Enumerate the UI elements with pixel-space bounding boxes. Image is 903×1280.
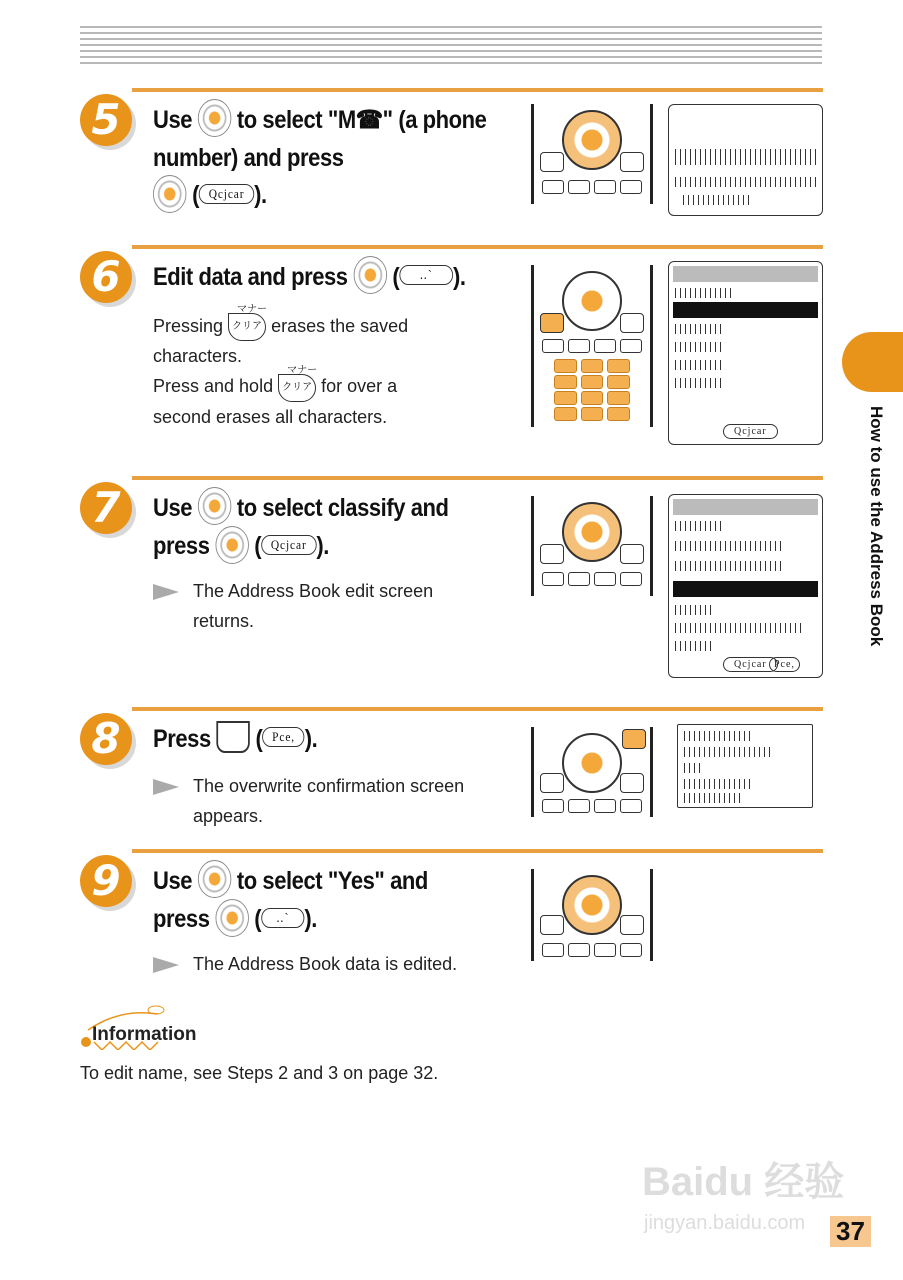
dpad-icon [562,733,622,793]
note-text: for over a [321,376,398,397]
heading-text: Use [153,106,193,134]
function-keys-icon [542,339,642,353]
function-keys-icon [542,180,642,194]
step-5 [80,88,823,238]
right-soft-key-icon [216,721,249,753]
phone-screen [668,104,823,216]
heading-text: ( [255,725,263,753]
information-title: Information [92,1024,197,1045]
up-down-key-icon [198,860,231,898]
sub-key-icon [620,915,644,935]
clear-key-icon [228,304,268,341]
phone-illustration [531,869,653,961]
step-8 [80,707,823,837]
sub-key-icon [620,313,644,333]
heading-text: ). [316,532,329,561]
heading-text: to select " [236,106,338,134]
softkey-dots: ‥` [261,908,304,928]
clear-key-icon [278,364,318,402]
watermark-logo: Baidu 经验 [642,1160,845,1204]
step-heading [153,863,428,940]
function-keys-icon [542,572,642,586]
step-result [153,949,457,979]
heading-text: number) and press [153,144,344,173]
heading-text: ( [392,263,400,291]
page-number: 37 [830,1216,871,1247]
phone-illustration [531,727,653,817]
number-keys-icon [554,359,630,373]
softkey-pce: Pce, [262,727,304,747]
phone-number-icon: M☎ [337,106,383,134]
manner-label: マナー [237,304,268,316]
step-divider [132,476,823,480]
sub-key-icon [620,544,644,564]
result-text: The Address Book edit screen [193,581,434,601]
chapter-label: How to use the Address Book [867,406,886,647]
step-heading [153,259,466,297]
heading-text: ). [452,263,466,291]
phone-illustration [531,265,653,427]
result-text: The overwrite confirmation screen [193,776,465,796]
result-arrow-icon [153,957,179,973]
phone-screen [668,261,823,445]
step-divider [132,849,823,853]
step-7 [80,476,823,701]
step-heading [153,102,486,216]
heading-text: Use [153,494,193,522]
sub-key-icon [620,773,644,793]
dpad-icon [562,271,622,331]
step-9 [80,849,823,989]
heading-text: press [153,532,210,561]
step-heading [153,490,449,567]
step-number: 6 [80,251,132,303]
center-key-icon [353,256,386,294]
chapter-tab [842,332,903,392]
softkey-dots: ‥` [399,265,453,285]
result-text: returns. [193,611,255,631]
heading-text: Press [153,725,211,753]
manner-key-icon [540,544,564,564]
note-text: Pressing [153,316,224,336]
watermark-url: jingyan.baidu.com [644,1212,806,1234]
softkey-pce: Pce, [769,657,800,672]
step-number: 7 [80,482,132,534]
result-arrow-icon [153,584,179,600]
result-arrow-icon [153,779,179,795]
phone-screen [668,494,823,678]
heading-text: to select classify and [236,494,449,522]
step-number: 8 [80,713,132,765]
heading-text: press [153,905,210,934]
note-text: Press and hold [153,376,274,397]
clear-label: クリア [232,321,263,333]
heading-text: ( [254,905,262,934]
heading-text: " (a phone [382,106,487,134]
heading-text: ( [254,532,262,561]
manner-key-icon [540,773,564,793]
note-text: second erases all characters. [153,406,388,427]
step-heading [153,721,317,758]
multi-guide-key-icon [198,99,231,137]
right-soft-key-highlight-icon [622,729,646,749]
manner-key-icon [540,152,564,172]
information-text: To edit name, see Steps 2 and 3 on page 32. [80,1063,439,1083]
heading-text: Edit data and press [153,263,348,291]
manner-key-icon [540,915,564,935]
note-text: characters. [153,346,243,367]
step-number: 9 [80,855,132,907]
heading-text: ( [192,181,200,210]
result-text: The Address Book data is edited. [193,954,458,974]
step-result [153,771,464,831]
softkey-qcjcar: Qcjcar [199,184,254,204]
step-number: 5 [80,94,132,146]
step-divider [132,245,823,249]
center-key-icon [215,899,248,937]
multi-guide-key-icon [198,487,231,525]
function-keys-icon [542,943,642,957]
result-text: appears. [193,806,264,826]
sub-key-icon [620,152,644,172]
center-key-icon [153,175,186,213]
step-divider [132,707,823,711]
manner-label: マナー [287,364,318,376]
softkey-qcjcar: Qcjcar [723,657,778,672]
softkey-qcjcar: Qcjcar [261,535,316,555]
function-keys-icon [542,799,642,813]
phone-illustration [531,496,653,596]
clear-key-highlight-icon [540,313,564,333]
step-divider [132,88,823,92]
heading-text: to select "Yes" and [236,867,428,895]
heading-text: ). [304,905,317,934]
step-result [153,576,433,636]
dpad-icon [562,110,622,170]
dpad-icon [562,875,622,935]
phone-illustration [531,104,653,204]
dpad-icon [562,502,622,562]
number-keys-icon [554,391,630,405]
number-keys-icon [554,375,630,389]
heading-text: ). [254,181,267,210]
softkey-qcjcar: Qcjcar [723,424,778,439]
step-6 [80,245,823,470]
heading-text: ). [304,725,318,753]
step-note [153,304,409,432]
clear-label: クリア [282,381,313,393]
number-keys-icon [554,407,630,421]
note-text: erases the saved [271,316,409,336]
heading-text: Use [153,867,193,895]
header-stripes [80,26,822,64]
center-key-icon [215,526,248,564]
phone-screen [677,724,813,808]
